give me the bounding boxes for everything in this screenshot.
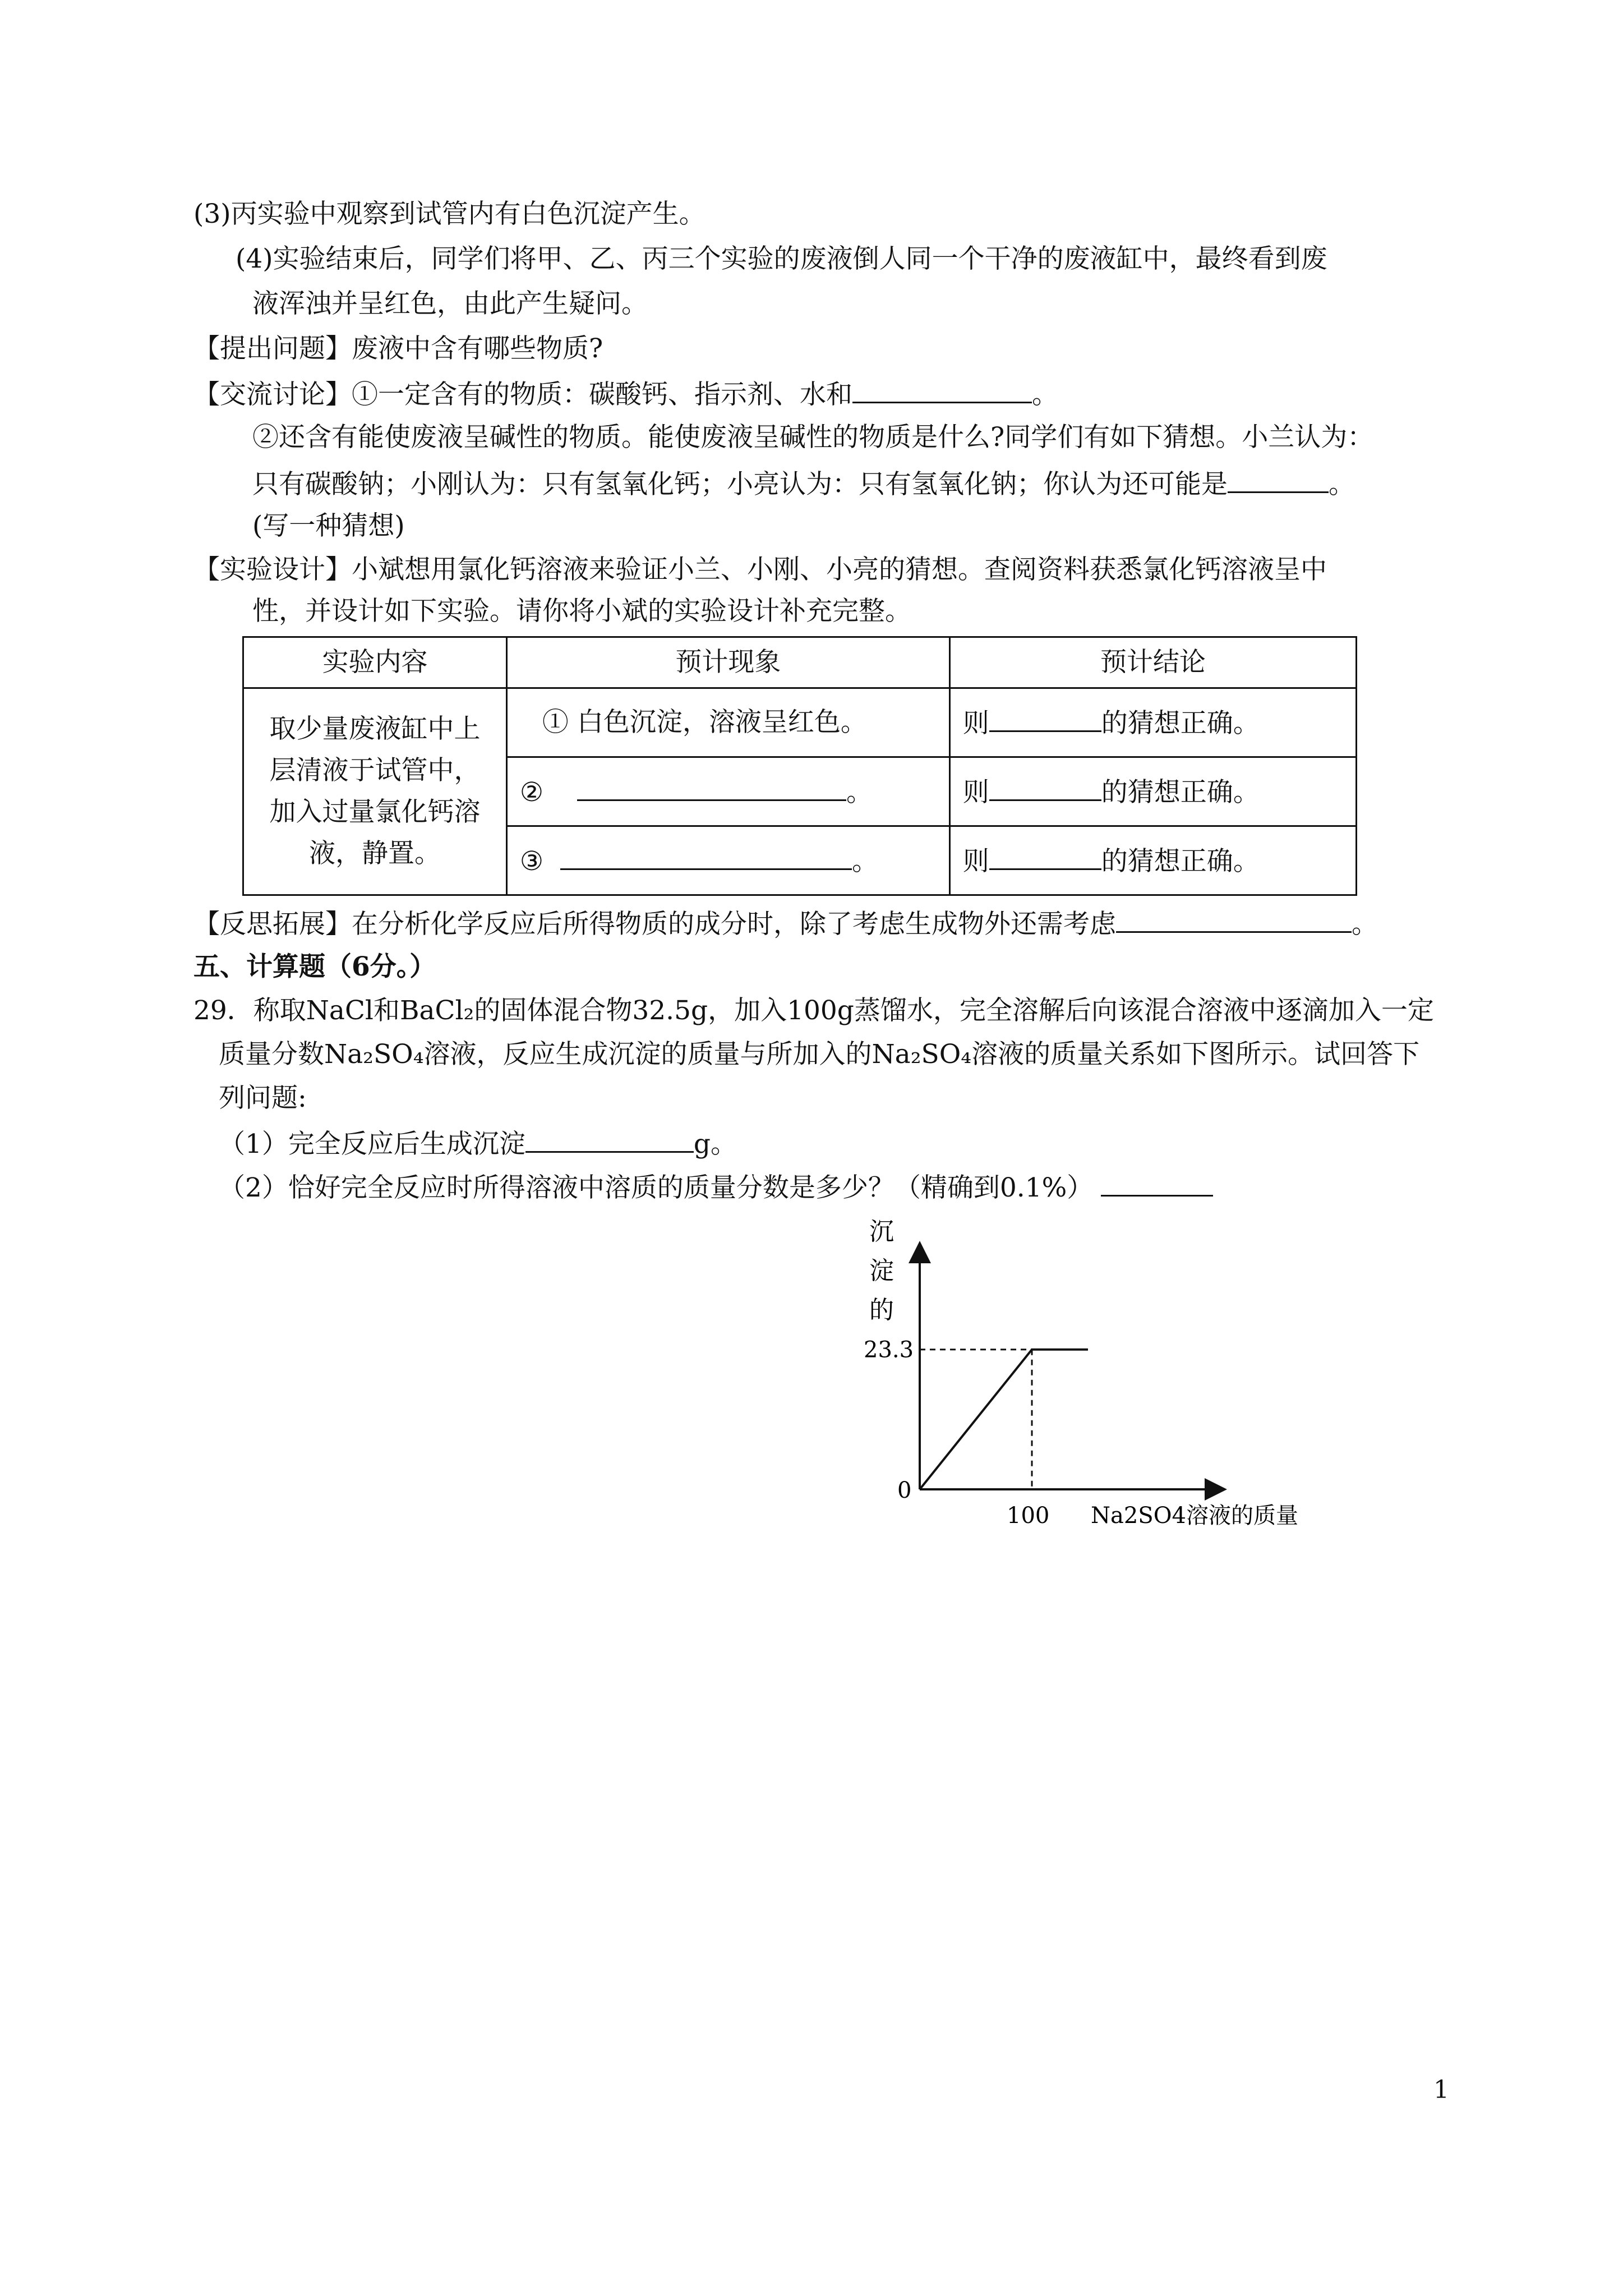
y-axis-label-char-1: 沉 [869, 1217, 894, 1246]
table-cell-conclusion [949, 826, 1356, 895]
origin-label: 0 [897, 1478, 912, 1503]
answer-blank[interactable] [1228, 466, 1329, 493]
design-line-cont: 性，并设计如下实验。请你将小斌的实验设计补充完整。 [252, 596, 911, 627]
reflection-line [193, 905, 1378, 941]
table-header-row [243, 637, 1357, 688]
table-header: 预计结论 [949, 637, 1356, 688]
x-tick-label: 100 [1007, 1503, 1050, 1529]
q29-part-2 [219, 1169, 1213, 1205]
table-row [243, 688, 1357, 757]
answer-blank[interactable] [1116, 905, 1352, 933]
conclusion-suffix: 的猜想正确。 [1101, 708, 1260, 739]
guess-end: 。 [1329, 469, 1355, 500]
answer-blank[interactable] [989, 843, 1101, 870]
q29-line-2: 质量分数Na₂SO₄溶液，反应生成沉淀的质量与所加入的Na₂SO₄溶液的质量关系如下图所示。试回答下 [219, 1039, 1420, 1070]
table-cell-observation [506, 826, 949, 895]
y-axis-label-char-2: 淀 [869, 1257, 894, 1285]
conclusion-prefix: 则 [962, 846, 989, 877]
guess-text: 只有碳酸钠；小刚认为：只有氢氧化钙；小亮认为：只有氢氧化钠；你认为还可能是 [252, 469, 1228, 500]
table-cell-observation [506, 688, 949, 757]
conclusion-suffix: 的猜想正确。 [1101, 846, 1260, 877]
q29-line-3: 列问题: [219, 1083, 307, 1114]
q29-part-2-text: （2）恰好完全反应时所得溶液中溶质的质量分数是多少？（精确到0.1%） [219, 1172, 1094, 1203]
exp3-line: (3)丙实验中观察到试管内有白色沉淀产生。 [193, 199, 706, 229]
table-cell-observation [506, 757, 949, 826]
answer-blank[interactable] [989, 705, 1101, 732]
q29-line-1: 29．称取NaCl和BaCl₂的固体混合物32.5g，加入100g蒸馏水，完全溶解后向该混合溶液中逐滴加入一定 [193, 995, 1434, 1026]
y-tick-label: 23.3 [864, 1337, 914, 1363]
section-title: 五、计算题（6分。） [193, 951, 436, 982]
discussion-text: 【交流讨论】①一定含有的物质：碳酸钙、指示剂、水和 [193, 379, 852, 410]
conclusion-prefix: 则 [962, 708, 989, 739]
reflection-text: 【反思拓展】在分析化学反应后所得物质的成分时，除了考虑生成物外还需考虑 [193, 909, 1116, 940]
discussion-line-3 [252, 466, 1355, 501]
exp4-line: (4)实验结束后，同学们将甲、乙、丙三个实验的废液倒人同一个干净的废液缸中，最终看到废 [236, 243, 1327, 274]
observation-marker: ③ [519, 846, 544, 877]
q29-part-1-text: （1）完全反应后生成沉淀 [219, 1129, 525, 1159]
observation-marker: ② [519, 777, 544, 808]
page-number: 1 [1433, 2076, 1449, 2104]
q29-part-1 [219, 1125, 737, 1161]
discussion-end: 。 [1032, 379, 1058, 410]
experiment-table [242, 636, 1357, 896]
y-axis-label-char-3: 的 [869, 1296, 894, 1324]
design-line: 【实验设计】小斌想用氯化钙溶液来验证小兰、小刚、小亮的猜想。查阅资料获悉氯化钙溶液呈中 [193, 554, 1327, 585]
answer-blank[interactable] [852, 376, 1032, 403]
table-header: 预计现象 [506, 637, 949, 688]
answer-blank[interactable] [560, 843, 852, 870]
q29-part-1-end: g。 [693, 1129, 737, 1159]
discussion-line-2: ②还含有能使废液呈碱性的物质。能使废液呈碱性的物质是什么?同学们有如下猜想。小兰认为： [252, 422, 1374, 453]
table-header: 实验内容 [243, 637, 507, 688]
conclusion-prefix: 则 [962, 777, 989, 808]
reflection-end: 。 [1352, 909, 1378, 940]
table-cell-conclusion [949, 688, 1356, 757]
observation-end: 。 [846, 777, 873, 808]
answer-blank[interactable] [1101, 1169, 1213, 1197]
exp4-line-cont: 液浑浊并呈红色，由此产生疑问。 [252, 288, 648, 319]
series-line [920, 1350, 1088, 1489]
observation-end: 。 [852, 846, 879, 877]
answer-blank[interactable] [989, 774, 1101, 801]
answer-blank[interactable] [577, 774, 846, 801]
x-axis-label: Na2SO4溶液的质量 [1091, 1503, 1298, 1529]
question-line: 【提出问题】废液中含有哪些物质? [193, 333, 603, 364]
guess-note: (写一种猜想) [252, 510, 405, 541]
observation-text: ① 白色沉淀，溶液呈红色。 [542, 707, 867, 738]
table-cell-content: 取少量废液缸中上层清液于试管中，加入过量氯化钙溶液，静置。 [243, 688, 507, 895]
answer-blank[interactable] [525, 1125, 694, 1153]
precipitate-chart [841, 1217, 1346, 1531]
discussion-line [193, 376, 1058, 412]
conclusion-suffix: 的猜想正确。 [1101, 777, 1260, 808]
table-cell-conclusion [949, 757, 1356, 826]
y-axis-label [869, 1217, 894, 1324]
